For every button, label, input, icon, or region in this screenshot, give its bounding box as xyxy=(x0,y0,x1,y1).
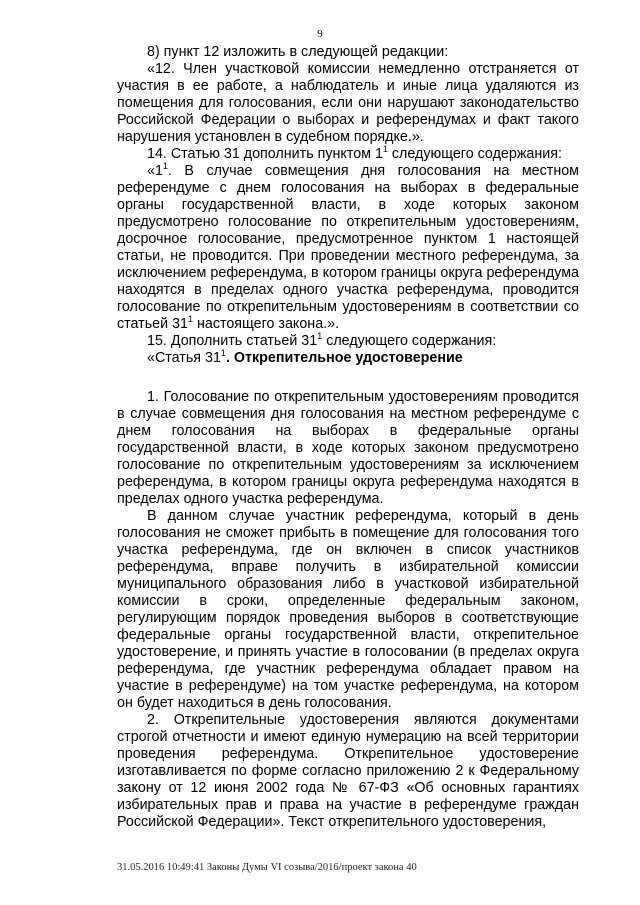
text-run: . В случае совмещения дня голосования на местном референдуме с днем голосования на выборах в федеральные органы государственной власти, в ходе которых законом предусмотрено голосование по открепительным удостоверениям, досрочное голосование, предусмотренное пунктом 1 настоящей статьи, не проводится. При проведении местного референдума, за исключением референдума, в котором границы округа референдума находятся в пределах одного участка референдума, проводится голосование по открепительным удостоверениям в соответствии со статьей 31 xyxy=(117,163,579,332)
article-heading xyxy=(117,350,579,367)
page-number: 9 xyxy=(317,28,323,40)
superscript: 1 xyxy=(187,314,193,325)
text-run: 15. Дополнить статьей 31 xyxy=(147,333,318,349)
paragraph-item-14 xyxy=(117,146,579,163)
text-run: следующего содержания: xyxy=(387,146,562,162)
superscript: 1 xyxy=(220,348,226,359)
text-run: настоящего закона.». xyxy=(193,316,340,332)
text-run: 14. Статью 31 дополнить пунктом 1 xyxy=(147,146,383,162)
paragraph-item-15 xyxy=(117,333,579,350)
superscript: 1 xyxy=(382,144,388,155)
paragraph-article-part-1-cont: В данном случае участник референдума, который в день голосования не сможет прибыть в помещение для голосования того участка референдума, где он включен в список участников референдума, вправе получить в избирательной комиссии муниципального образования либо в участковой избирательной комиссии в сроки, определенные федеральным законом, регулирующим порядок проведения выборов в соответствующие федеральные органы государственной власти, открепительное удостоверение, и принять участие в голосовании (в пределах округа референдума, где участник референдума обладает правом на участие в референдуме) на том участке референдума, на котором он будет находиться в день голосования. xyxy=(117,508,579,711)
text-run: следующего содержания: xyxy=(322,333,497,349)
paragraph-article-part-2: 2. Открепительные удостоверения являются документами строгой отчетности и имеют единую нумерацию на всей территории проведения референдума. Открепительное удостоверение изготавливается по форме согласно приложению 2 к Федеральному закону от 12 июня 2002 года № 67-ФЗ «Об основных гарантиях избирательных прав и права на участие в референдуме граждан Российской Федерации». Текст открепительного удостоверения, xyxy=(117,712,579,830)
superscript: 1 xyxy=(317,331,323,342)
paragraph-article-part-1: 1. Голосование по открепительным удостоверениям проводится в случае совмещения дня голосования на местном референдуме с днем голосования на выборах в федеральные органы государственной власти, в ходе которых законом предусмотрено голосование по открепительным удостоверениям за исключением референдума, в котором границы округа референдума находятся в пределах одного участка референдума. xyxy=(117,389,579,507)
paragraph-clause-1-1 xyxy=(117,163,579,333)
document-body xyxy=(117,44,579,831)
text-run: «Статья 31 xyxy=(147,350,221,366)
paragraph-clause-12: «12. Член участковой комиссии немедленно отстраняется от участия в ее работе, а наблюдатель и иные лица удаляются из помещения для голосования, если они нарушают законодательство Российской Федерации о выборах и референдумах и факт такого нарушения установлен в судебном порядке.». xyxy=(117,61,579,145)
article-title: . Открепительное удостоверение xyxy=(225,350,463,366)
document-footer: 31.05.2016 10:49:41 Законы Думы VI созыва/2016/проект закона 40 xyxy=(117,862,417,873)
paragraph-item-8: 8) пункт 12 изложить в следующей редакции: xyxy=(147,44,449,60)
text-run: «1 xyxy=(147,163,163,179)
superscript: 1 xyxy=(162,161,168,172)
